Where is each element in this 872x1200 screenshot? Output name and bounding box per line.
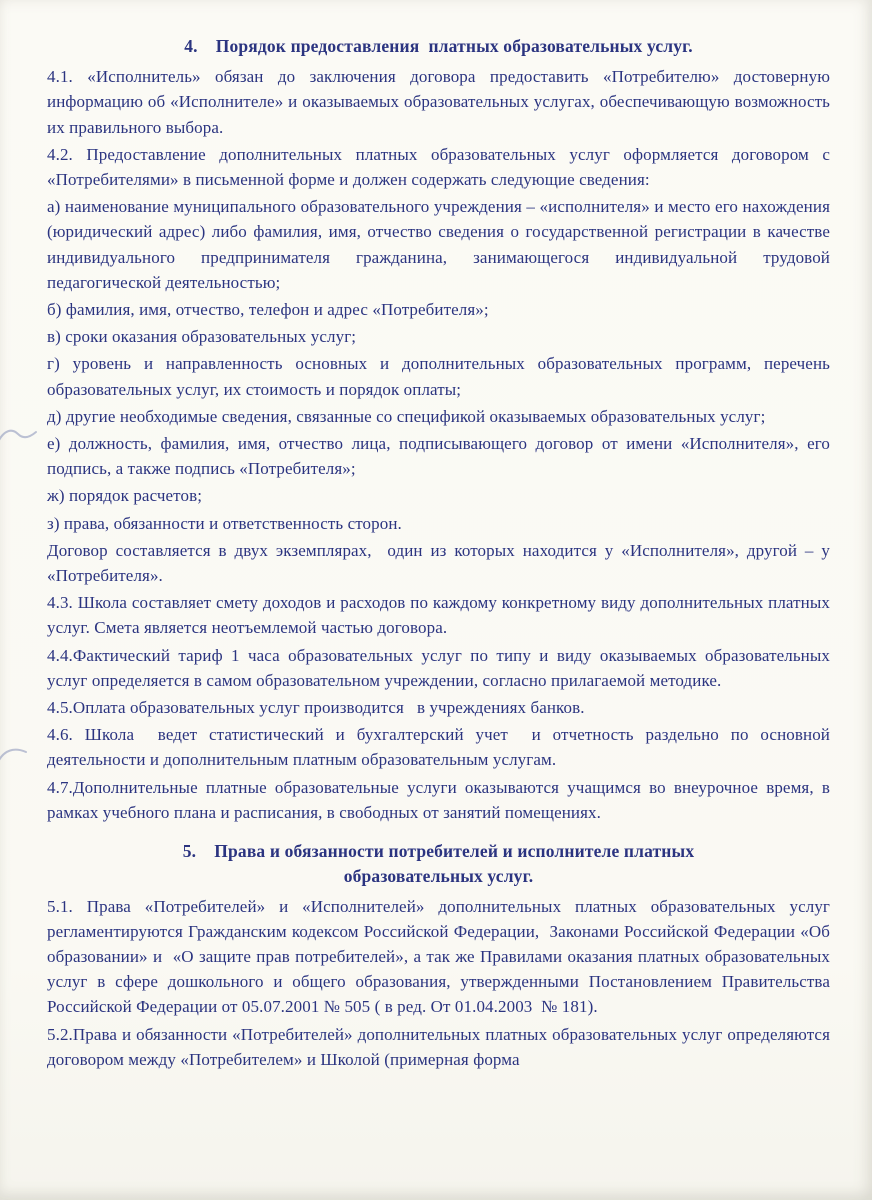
list-item-g: г) уровень и направленность основных и дополнительных образовательных программ, перечень образовательных услуг, их стоимость и порядок оплаты; [47,354,830,399]
clause-4-5: 4.5.Оплата образовательных услуг производится в учреждениях банков. [47,698,585,718]
list-item-zh: ж) порядок расчетов; [47,486,203,506]
document-body [47,34,830,1072]
clause-contract-copies: Договор составляется в двух экземплярах, один из которых находится у «Исполнителя», другой – у «Потребителя». [47,540,830,586]
clause-4-3: 4.3. Школа составляет смету доходов и расходов по каждому конкретному виду дополнительных платных услуг. Смета является неотъемлемой частью договора. [47,593,830,638]
section-5-heading [47,839,830,889]
list-item-z: з) права, обязанности и ответственность сторон. [47,513,402,533]
list-item-e: е) должность, фамилия, имя, отчество лица, подписывающего договор от имени «Исполнителя», его подпись, а также подпись «Потребителя»; [47,434,830,479]
clause-5-2: 5.2.Права и обязанности «Потребителей» дополнительных платных образовательных услуг определяются договором между «Потребителем» и Школой (примерная форма [47,1024,830,1069]
list-item-d: д) другие необходимые сведения, связанные со спецификой оказываемых образовательных услуг; [47,406,766,426]
scan-artifact-squiggle-bottom [0,742,36,772]
list-item-v: в) сроки оказания образовательных услуг; [47,327,357,347]
clause-4-6: 4.6. Школа ведет статистический и бухгалтерский учет и отчетность раздельно по основной деятельности и дополнительным платным образовательным услугам. [47,725,830,770]
scan-artifact-squiggle-top [0,420,40,454]
clause-4-1: 4.1. «Исполнитель» обязан до заключения договора предоставить «Потребителю» достоверную информацию об «Исполнителе» и оказываемых образовательных услугах, обеспечивающую возможность их правильного выбора. [47,67,830,137]
section-5-heading-line-2: образовательных услуг. [343,866,534,887]
clause-4-4: 4.4.Фактический тариф 1 часа образовательных услуг по типу и виду оказываемых образовательных услуг определяется в самом образовательном учреждении, согласно прилагаемой методике. [47,645,830,690]
clause-4-7: 4.7.Дополнительные платные образовательные услуги оказываются учащимся во внеурочное время, в рамках учебного плана и расписания, в свободных от занятий помещениях. [47,777,830,822]
clause-5-1: 5.1. Права «Потребителей» и «Исполнителей» дополнительных платных образовательных услуг регламентируются Гражданским кодексом Российской Федерации, Законами Российской Федерации «Об образовании» и «О защите прав потребителей», а так же Правилами оказания платных образовательных услуг в сфере дошкольного и общего образования, утвержденными Постановлением Правительства Российской Федерации от 05.07.2001 № 505 ( в ред. От 01.04.2003 № 181). [47,896,830,1017]
clause-4-2: 4.2. Предоставление дополнительных платных образовательных услуг оформляется договором с «Потребителями» в письменной форме и должен содержать следующие сведения: [47,144,830,190]
section-5-heading-line-1: 5. Права и обязанности потребителей и исполнителе платных [182,841,695,862]
list-item-b: б) фамилия, имя, отчество, телефон и адрес «Потребителя»; [47,300,489,320]
list-item-a: а) наименование муниципального образовательного учреждения – «исполнителя» и место его нахождения (юридический адрес) либо фамилия, имя, отчество сведения о государственной регистрации в качестве индивидуального предпринимателя гражданина, занимающегося индивидуальной трудовой педагогической деятельностью; [47,197,830,292]
section-4-heading: 4. Порядок предоставления платных образовательных услуг. [184,36,693,56]
